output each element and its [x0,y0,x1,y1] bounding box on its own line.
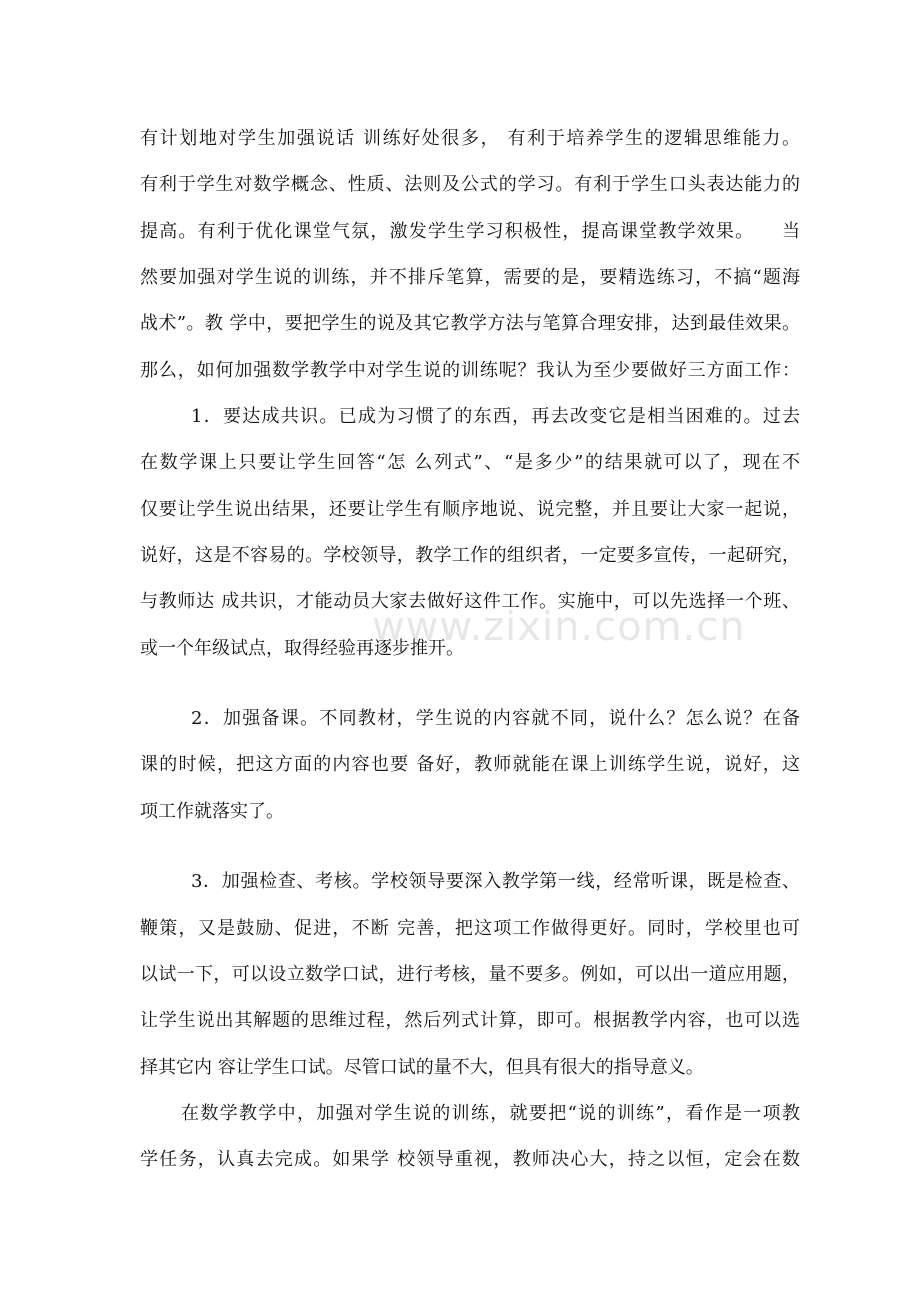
text-line: 那么，如何加强数学教学中对学生说的训练呢？我认为至少要做好三方面工作： [140,359,800,381]
text-line: 仅要让学生说出结果，还要让学生有顺序地说、说完整，并且要让大家一起说， [140,498,800,520]
document-body [140,116,800,1184]
text-line: 鞭策，又是鼓励、促进，不断 完善，把这项工作做得更好。同时，学校里也可 [140,917,800,939]
text-line: 2．加强备课。不同教材，学生说的内容就不同，说什么？怎么说？在备 [191,708,800,730]
intro-paragraph [140,116,800,394]
text-line: 有计划地对学生加强说话 训练好处很多， 有利于培养学生的逻辑思维能力。 [140,128,800,149]
text-line: 学任务，认真去完成。如果学 校领导重视，教师决心大，持之以恒，定会在数 [140,1149,800,1171]
text-line: 说好，这是不容易的。学校领导，教学工作的组织者，一定要多宣传，一起研究， [140,545,800,567]
watermark: www.zixin.com.cn [372,604,746,650]
text-line: 3．加强检查、考核。学校领导要深入教学第一线，经常听课，既是检查、 [191,871,800,893]
text-line: 战术”。教 学中，要把学生的说及其它教学方法与笔算合理安排，达到最佳效果。 [140,313,800,335]
text-line: 提高。有利于优化课堂气氛，激发学生学习积极性，提高课堂教学效果。 当 [140,220,800,242]
text-line: 在数学教学中，加强对学生说的训练，就要把“说的训练”，看作是一项教 [181,1102,800,1124]
text-line: 以试一下，可以设立数学口试，进行考核，量不要多。例如，可以出一道应用题， [140,963,800,985]
point-3-paragraph [140,859,800,1091]
text-line: 让学生说出其解题的思维过程，然后列式计算，即可。根据教学内容，也可以选 [140,1010,800,1032]
text-line: 择其它内 容让学生口试。尽管口试的量不大，但具有很大的指导意义。 [140,1056,704,1078]
text-line: 1．要达成共识。已成为习惯了的东西，再去改变它是相当困难的。过去 [191,406,800,428]
text-line: 在数学课上只要让学生回答“怎 么列式”、“是多少”的结果就可以了，现在不 [140,452,800,474]
paragraph-gap [140,672,800,696]
text-line: 与教师达 成共识，才能动员大家去做好这件工作。实施中，可以先选择一个班、 [140,591,800,613]
point-2-paragraph [140,696,800,835]
paragraph-gap [140,835,800,859]
text-line: 然要加强对学生说的训练，并不排斥笔算，需要的是，要精选练习，不搞“题海 [140,267,800,289]
conclusion-paragraph [140,1091,800,1184]
text-line: 或一个年级试点，取得经验再逐步推开。 [140,637,464,659]
text-line: 课的时候，把这方面的内容也要 备好，教师就能在课上训练学生说，说好，这 [140,754,800,776]
text-line: 有利于学生对数学概念、性质、法则及公式的学习。有利于学生口头表达能力的 [140,174,800,196]
text-line: 项工作就落实了。 [140,800,284,822]
point-1-paragraph [140,394,800,672]
